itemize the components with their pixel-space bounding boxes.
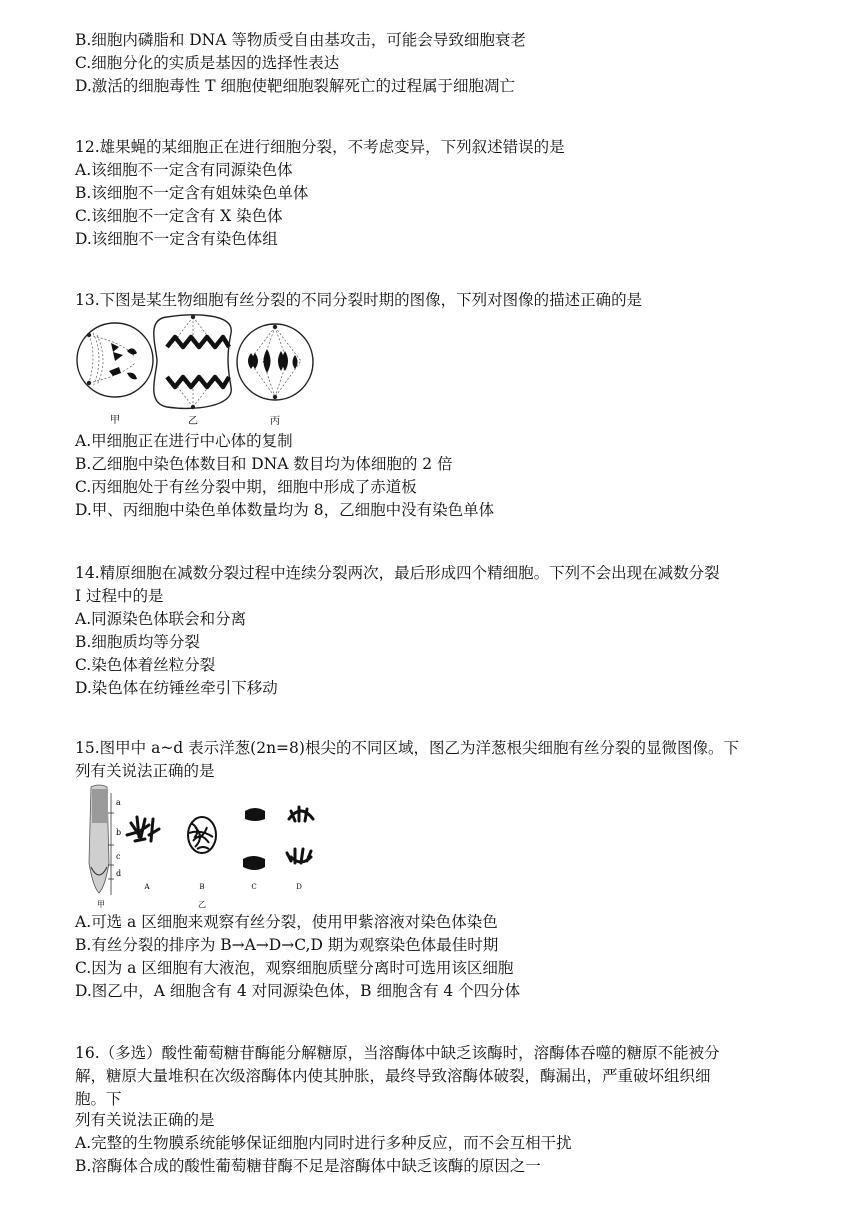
- caption-yi: 乙: [198, 900, 206, 909]
- q12-stem: 12.雄果蝇的某细胞正在进行细胞分裂，不考虑变异，下列叙述错误的是: [75, 138, 565, 156]
- cell-c-chromosomes: [243, 808, 265, 870]
- cell-a-chromosomes: [127, 817, 159, 841]
- q11-option-d: D.激活的细胞毒性 T 细胞使靶细胞裂解死亡的过程属于细胞凋亡: [75, 77, 515, 95]
- q16-stem-line4: 列有关说法正确的是: [75, 1111, 215, 1129]
- q13-mitosis-figure: [75, 313, 335, 431]
- q14-option-a: A.同源染色体联会和分离: [75, 610, 247, 628]
- q16-option-b: B.溶酶体合成的酸性葡萄糖苷酶不足是溶酶体中缺乏该酶的原因之一: [75, 1157, 541, 1175]
- q15-stem-line2: 列有关说法正确的是: [75, 762, 215, 780]
- q13-option-a: A.甲细胞正在进行中心体的复制: [75, 432, 293, 450]
- q14-stem-line1: 14.精原细胞在减数分裂过程中连续分裂两次，最后形成四个精细胞。下列不会出现在减数分裂: [75, 564, 720, 582]
- label-jia: 甲: [110, 415, 120, 426]
- q13-stem: 13.下图是某生物细胞有丝分裂的不同分裂时期的图像，下列对图像的描述正确的是: [75, 291, 643, 309]
- region-label-d: d: [116, 869, 122, 878]
- q16-stem-line3: 胞。下: [75, 1090, 122, 1108]
- cell-d-chromosomes: [287, 807, 313, 863]
- cell-b-chromosomes: [188, 817, 216, 853]
- cell-jia-drawing: [77, 323, 153, 397]
- q12-option-b: B.该细胞不一定含有姐妹染色单体: [75, 184, 309, 202]
- cell-label-b: B: [199, 883, 205, 891]
- cell-bing-drawing: [237, 324, 313, 400]
- q14-option-b: B.细胞质均等分裂: [75, 633, 200, 651]
- region-label-c: c: [116, 852, 121, 861]
- q14-stem-line2: I 过程中的是: [75, 587, 164, 605]
- q14-option-c: C.染色体着丝粒分裂: [75, 656, 216, 674]
- label-bing: 丙: [270, 416, 280, 427]
- q15-option-a: A.可选 a 区细胞来观察有丝分裂，使用甲紫溶液对染色体染色: [75, 913, 498, 931]
- q12-option-a: A.该细胞不一定含有同源染色体: [75, 161, 293, 179]
- caption-jia: 甲: [97, 900, 105, 909]
- q16-stem-line1: 16.（多选）酸性葡萄糖苷酶能分解糖原，当溶酶体中缺乏该酶时，溶酶体吞噬的糖原不能被分: [75, 1044, 720, 1062]
- q13-option-c: C.丙细胞处于有丝分裂中期，细胞中形成了赤道板: [75, 478, 417, 496]
- cell-label-d: D: [296, 883, 302, 891]
- label-yi: 乙: [188, 416, 198, 427]
- q13-option-d: D.甲、丙细胞中染色单体数量均为 8，乙细胞中没有染色单体: [75, 501, 495, 519]
- cell-label-a: A: [144, 883, 150, 891]
- q16-option-a: A.完整的生物膜系统能够保证细胞内同时进行多种反应，而不会互相干扰: [75, 1134, 572, 1152]
- q11-option-c: C.细胞分化的实质是基因的选择性表达: [75, 54, 340, 72]
- region-label-b: b: [116, 828, 122, 837]
- q15-stem-line1: 15.图甲中 a~d 表示洋葱(2n=8)根尖的不同区域，图乙为洋葱根尖细胞有丝分裂的显微图像。下: [75, 739, 739, 757]
- q15-option-d: D.图乙中，A 细胞含有 4 对同源染色体，B 细胞含有 4 个四分体: [75, 982, 521, 1000]
- q15-root-tip-figure: [75, 783, 335, 911]
- q12-option-c: C.该细胞不一定含有 X 染色体: [75, 207, 283, 225]
- q11-option-b: B.细胞内磷脂和 DNA 等物质受自由基攻击，可能会导致细胞衰老: [75, 31, 526, 49]
- cell-label-c: C: [251, 883, 257, 891]
- q16-stem-line2: 解，糖原大量堆积在次级溶酶体内使其肿胀，最终导致溶酶体破裂，酶漏出，严重破坏组织细: [75, 1067, 711, 1085]
- q13-option-b: B.乙细胞中染色体数目和 DNA 数目均为体细胞的 2 倍: [75, 455, 453, 473]
- q12-option-d: D.该细胞不一定含有染色体组: [75, 230, 278, 248]
- region-label-a: a: [116, 798, 121, 807]
- root-tip-drawing: [89, 785, 114, 895]
- q15-option-c: C.因为 a 区细胞有大液泡，观察细胞质壁分离时可选用该区细胞: [75, 959, 514, 977]
- q15-option-b: B.有丝分裂的排序为 B→A→D→C,D 期为观察染色体最佳时期: [75, 936, 499, 954]
- q14-option-d: D.染色体在纺锤丝牵引下移动: [75, 679, 278, 697]
- cell-yi-drawing: [154, 315, 232, 409]
